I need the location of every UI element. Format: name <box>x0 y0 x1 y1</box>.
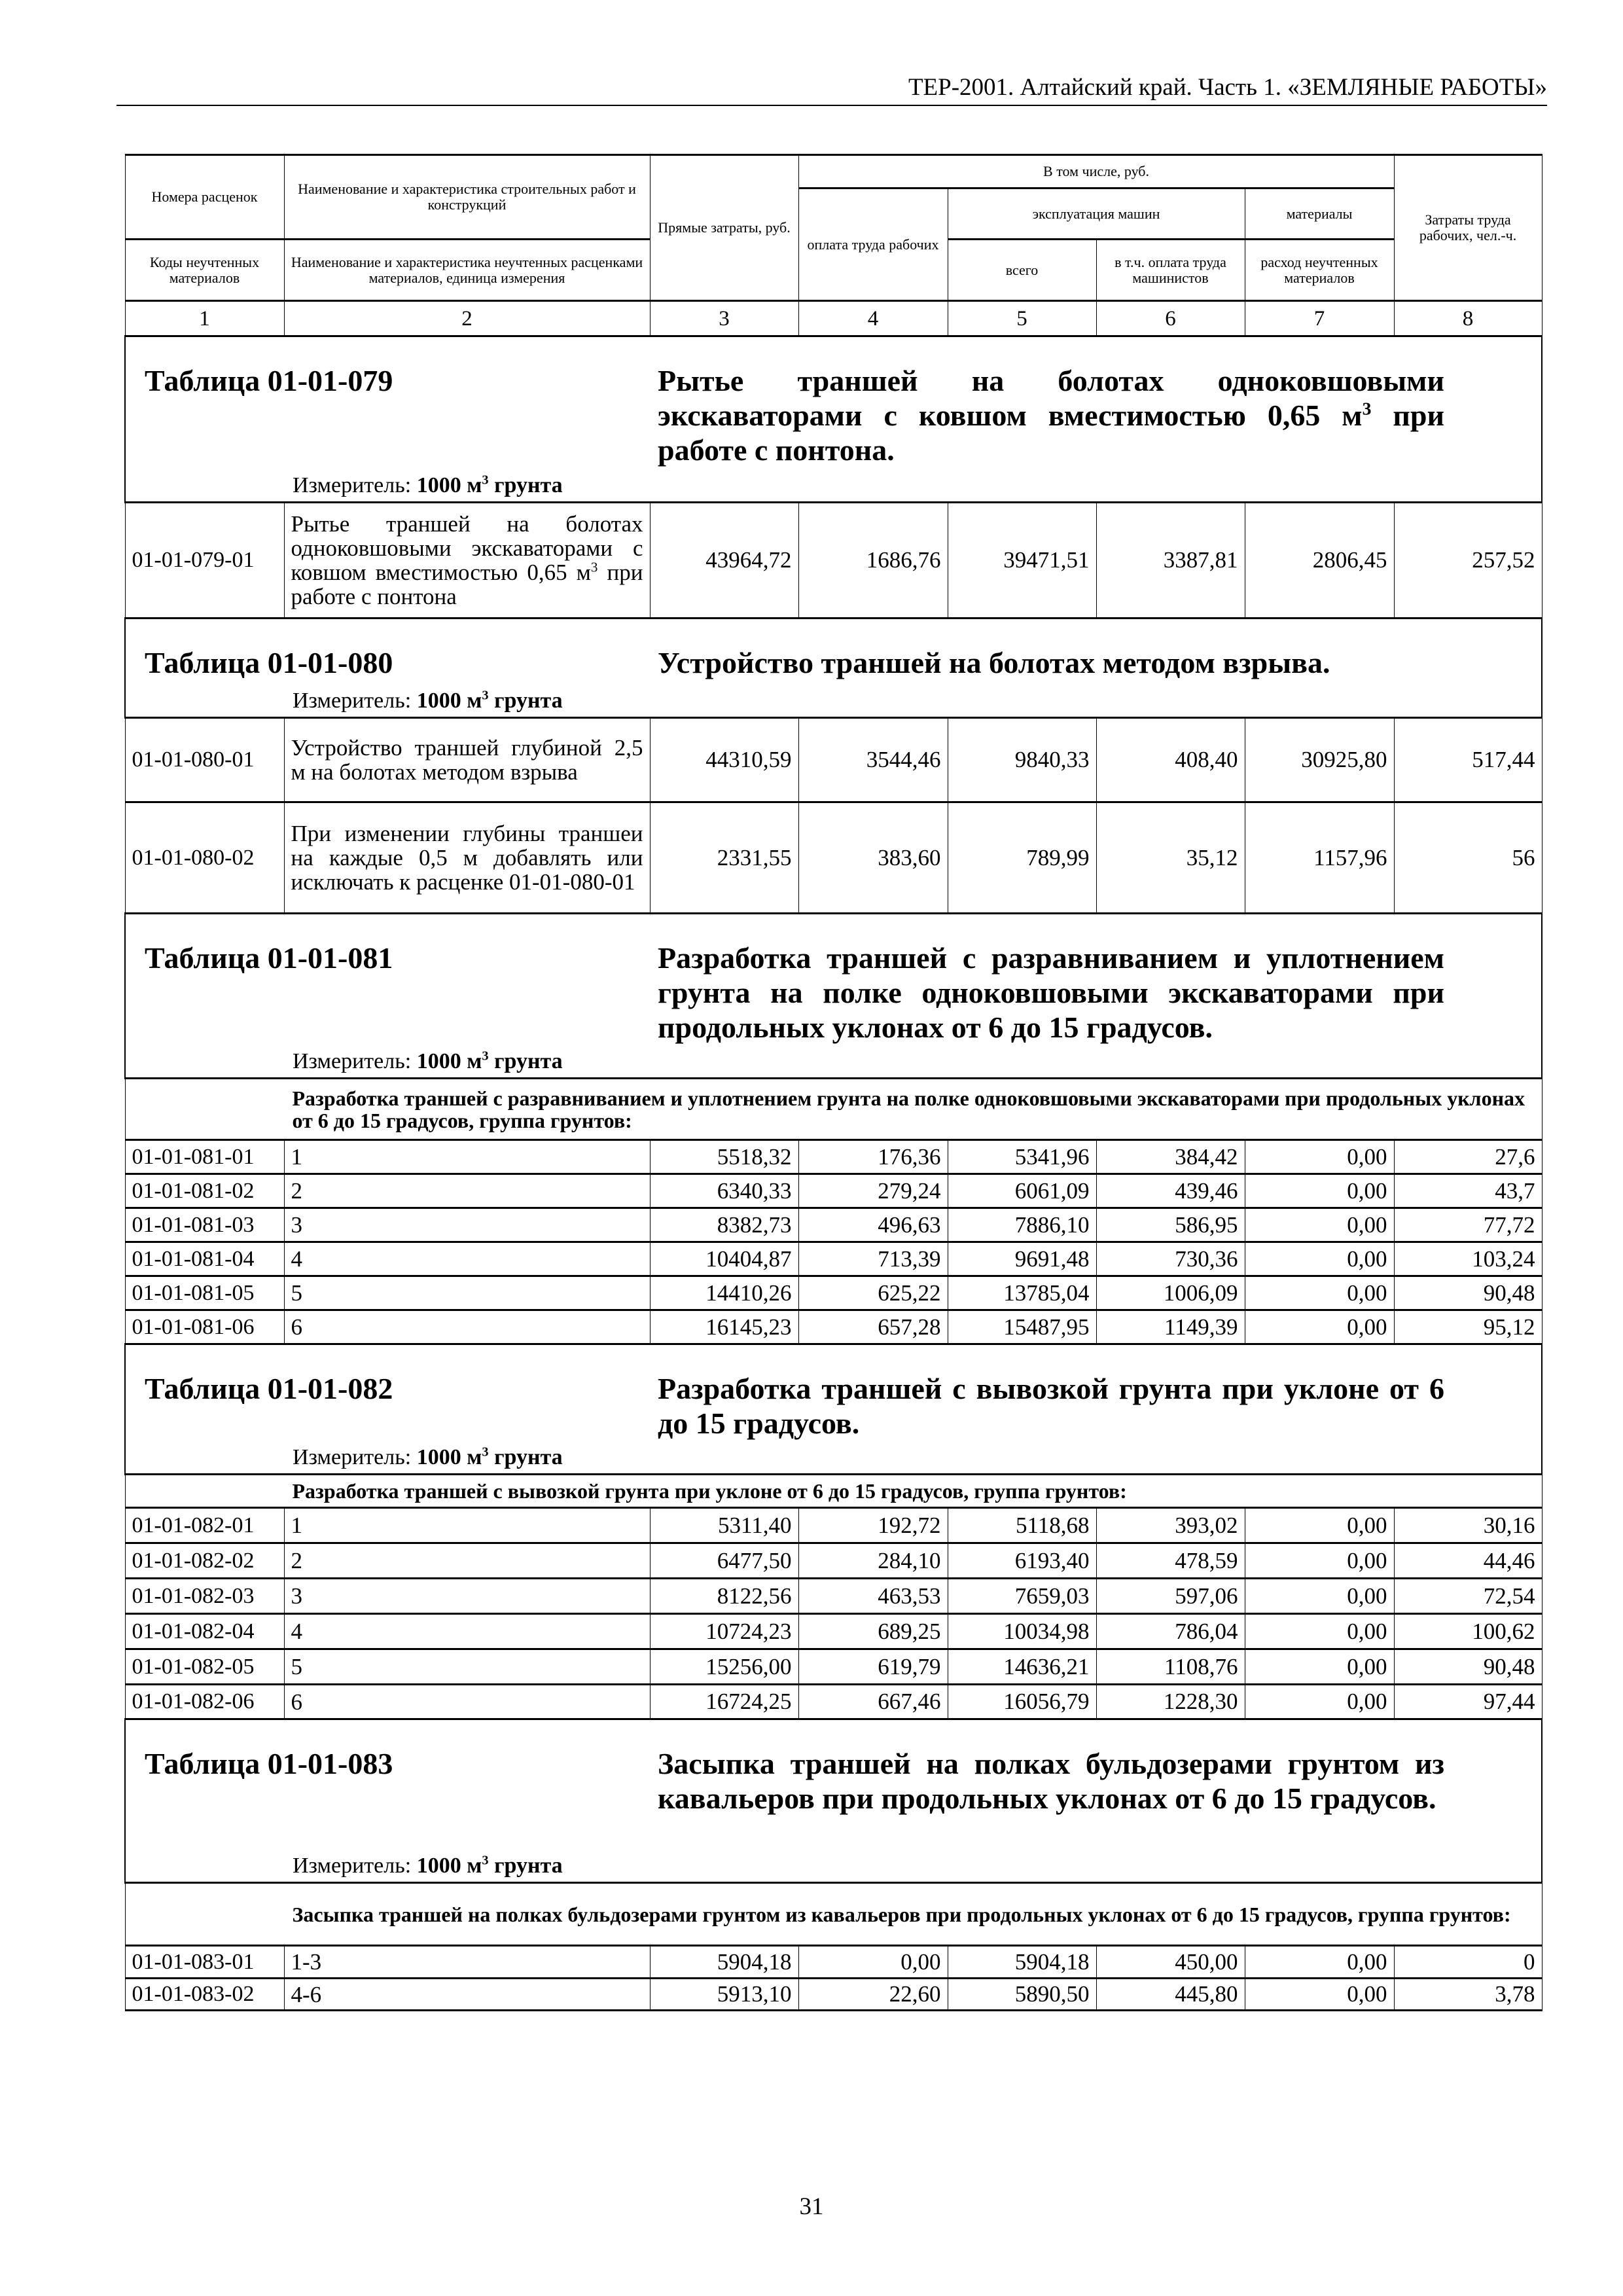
table-row <box>125 718 1542 802</box>
text-segment: 6 <box>291 1689 302 1715</box>
operators-pay: 1006,09 <box>1096 1276 1245 1310</box>
measure-label: Измеритель: <box>293 1049 417 1073</box>
text-segment: 3 <box>291 1212 302 1238</box>
col7-header: расход неучтенных материалов <box>1245 240 1394 301</box>
table-row <box>125 503 1542 619</box>
col1-bottom-header: Коды неучтенных материалов <box>125 240 284 301</box>
rate-description <box>284 1579 650 1614</box>
rate-description <box>284 718 650 802</box>
measure-unit <box>293 1853 563 1879</box>
col5-header: всего <box>948 240 1096 301</box>
labor-hours: 90,48 <box>1394 1276 1542 1310</box>
col2-bottom-header: Наименование и характеристика неучтенных расценками материалов, единица измерения <box>284 240 650 301</box>
col3-header: Прямые затраты, руб. <box>650 155 798 301</box>
operators-pay: 408,40 <box>1096 718 1245 802</box>
rate-code: 01-01-081-03 <box>125 1208 284 1242</box>
direct-cost: 16145,23 <box>650 1310 798 1344</box>
direct-cost: 44310,59 <box>650 718 798 802</box>
measure-value <box>417 1854 563 1878</box>
labor-pay: 279,24 <box>798 1174 948 1208</box>
direct-cost: 5518,32 <box>650 1140 798 1174</box>
direct-cost: 5913,10 <box>650 1979 798 2011</box>
text-segment: грунта <box>488 689 563 713</box>
superscript: 3 <box>482 688 489 703</box>
direct-cost: 43964,72 <box>650 503 798 619</box>
text-segment: 2 <box>291 1548 302 1573</box>
rate-code: 01-01-082-04 <box>125 1614 284 1649</box>
page-number: 31 <box>799 2193 824 2220</box>
table-code: Таблица 01-01-083 <box>145 1747 393 1780</box>
operators-pay: 35,12 <box>1096 802 1245 914</box>
text-segment: При изменении глубины траншеи на каждые 0,5 м добавлять или исключать к расценке 01-01-080-01 <box>291 821 643 895</box>
labor-pay: 463,53 <box>798 1579 948 1614</box>
rate-code: 01-01-082-06 <box>125 1685 284 1719</box>
machines-total: 5904,18 <box>948 1946 1096 1979</box>
direct-cost: 6340,33 <box>650 1174 798 1208</box>
machines-total: 6061,09 <box>948 1174 1096 1208</box>
measure-unit <box>293 1049 563 1075</box>
machines-total: 789,99 <box>948 802 1096 914</box>
materials-cost: 0,00 <box>1245 1685 1394 1719</box>
operators-pay: 3387,81 <box>1096 503 1245 619</box>
machines-total: 6193,40 <box>948 1543 1096 1579</box>
table-row <box>125 1579 1542 1614</box>
subheader: Засыпка траншей на полках бульдозерами грунтом из кавальеров при продольных уклонах от 6 до 15 градусов, группа грунтов: <box>125 1883 1542 1946</box>
machines-total: 13785,04 <box>948 1276 1096 1310</box>
measure-label: Измеритель: <box>293 689 417 713</box>
operators-pay: 597,06 <box>1096 1579 1245 1614</box>
measure-unit <box>293 688 563 714</box>
labor-hours: 103,24 <box>1394 1242 1542 1276</box>
labor-pay: 619,79 <box>798 1649 948 1685</box>
text-segment: 1-3 <box>291 1949 322 1975</box>
rate-description <box>284 1543 650 1579</box>
measure-value <box>417 473 563 497</box>
measure-value <box>417 1445 563 1469</box>
table-heading-row <box>125 1719 1542 1883</box>
table-row <box>125 1174 1542 1208</box>
machines-total: 14636,21 <box>948 1649 1096 1685</box>
superscript: 3 <box>1362 398 1372 419</box>
rate-description <box>284 1310 650 1344</box>
labor-pay: 667,46 <box>798 1685 948 1719</box>
materials-cost: 0,00 <box>1245 1508 1394 1543</box>
table-code: Таблица 01-01-081 <box>145 941 393 975</box>
column-number: 5 <box>948 301 1096 336</box>
table-heading <box>125 914 1542 1079</box>
rate-code: 01-01-082-02 <box>125 1543 284 1579</box>
text-segment: 4 <box>291 1246 302 1272</box>
text-segment: Засыпка траншей на полках бульдозерами грунтом из кавальеров при продольных уклонах от 6 до 15 градусов. <box>658 1747 1444 1815</box>
rate-code: 01-01-081-01 <box>125 1140 284 1174</box>
machines-total: 9691,48 <box>948 1242 1096 1276</box>
rate-description <box>284 1276 650 1310</box>
rate-code: 01-01-080-02 <box>125 802 284 914</box>
direct-cost: 16724,25 <box>650 1685 798 1719</box>
table-heading <box>125 336 1542 503</box>
materials-cost: 0,00 <box>1245 1208 1394 1242</box>
labor-hours: 97,44 <box>1394 1685 1542 1719</box>
operators-pay: 730,36 <box>1096 1242 1245 1276</box>
column-number: 1 <box>125 301 284 336</box>
machines-total: 7659,03 <box>948 1579 1096 1614</box>
materials-cost: 0,00 <box>1245 1310 1394 1344</box>
materials-cost: 30925,80 <box>1245 718 1394 802</box>
direct-cost: 8382,73 <box>650 1208 798 1242</box>
measure-unit <box>293 473 563 499</box>
operators-pay: 1228,30 <box>1096 1685 1245 1719</box>
machines-total: 10034,98 <box>948 1614 1096 1649</box>
operators-pay: 1149,39 <box>1096 1310 1245 1344</box>
subheader-row <box>125 1883 1542 1946</box>
labor-hours: 90,48 <box>1394 1649 1542 1685</box>
table-row <box>125 1946 1542 1979</box>
direct-cost: 5904,18 <box>650 1946 798 1979</box>
col2-top-header: Наименование и характеристика строительных работ и конструкций <box>284 155 650 240</box>
materials-cost: 0,00 <box>1245 1579 1394 1614</box>
measure-value <box>417 689 563 713</box>
rate-code: 01-01-081-02 <box>125 1174 284 1208</box>
column-number: 7 <box>1245 301 1394 336</box>
materials-cost: 0,00 <box>1245 1543 1394 1579</box>
superscript: 3 <box>482 1444 489 1460</box>
measure-value <box>417 1049 563 1073</box>
rate-code: 01-01-082-01 <box>125 1508 284 1543</box>
labor-pay: 284,10 <box>798 1543 948 1579</box>
table-row <box>125 1649 1542 1685</box>
rate-description <box>284 1649 650 1685</box>
labor-hours: 517,44 <box>1394 718 1542 802</box>
labor-pay: 0,00 <box>798 1946 948 1979</box>
table-heading <box>125 1344 1542 1475</box>
materials-cost: 0,00 <box>1245 1979 1394 2011</box>
direct-cost: 8122,56 <box>650 1579 798 1614</box>
subheader-row <box>125 1475 1542 1508</box>
rate-description <box>284 503 650 619</box>
materials-cost: 0,00 <box>1245 1649 1394 1685</box>
superscript: 3 <box>482 473 489 488</box>
measure-unit <box>293 1444 563 1471</box>
machines-total: 15487,95 <box>948 1310 1096 1344</box>
operators-pay: 445,80 <box>1096 1979 1245 2011</box>
header-rule <box>116 105 1547 106</box>
direct-cost: 14410,26 <box>650 1276 798 1310</box>
table-row <box>125 1276 1542 1310</box>
labor-pay: 22,60 <box>798 1979 948 2011</box>
rate-description <box>284 1140 650 1174</box>
rate-code: 01-01-081-06 <box>125 1310 284 1344</box>
column-number: 6 <box>1096 301 1245 336</box>
superscript: 3 <box>482 1853 489 1868</box>
text-segment: Рытье траншей на болотах одноковшовыми экскаваторами с ковшом вместимостью 0,65 м <box>291 511 643 585</box>
rate-code: 01-01-081-04 <box>125 1242 284 1276</box>
subheader: Разработка траншей с вывозкой грунта при уклоне от 6 до 15 градусов, группа грунтов: <box>125 1475 1542 1508</box>
labor-hours: 3,78 <box>1394 1979 1542 2011</box>
labor-hours: 44,46 <box>1394 1543 1542 1579</box>
direct-cost: 5311,40 <box>650 1508 798 1543</box>
labor-pay: 496,63 <box>798 1208 948 1242</box>
direct-cost: 10724,23 <box>650 1614 798 1649</box>
subheader-row <box>125 1079 1542 1140</box>
operators-pay: 393,02 <box>1096 1508 1245 1543</box>
rate-code: 01-01-083-02 <box>125 1979 284 2011</box>
materials-cost: 0,00 <box>1245 1614 1394 1649</box>
rate-description <box>284 1614 650 1649</box>
materials-header: материалы <box>1245 188 1394 240</box>
rate-description <box>284 1508 650 1543</box>
text-segment: Устройство траншей глубиной 2,5 м на болотах методом взрыва <box>291 735 643 785</box>
text-segment: Разработка траншей с разравниванием и уплотнением грунта на полке одноковшовыми экскаваторами при продольных уклонах от 6 до 15 градусов. <box>658 941 1444 1044</box>
labor-pay: 713,39 <box>798 1242 948 1276</box>
rate-code: 01-01-082-05 <box>125 1649 284 1685</box>
rate-description <box>284 1242 650 1276</box>
rate-code: 01-01-081-05 <box>125 1276 284 1310</box>
column-number: 8 <box>1394 301 1542 336</box>
table-heading-row <box>125 1344 1542 1475</box>
table-row <box>125 1685 1542 1719</box>
machines-total: 9840,33 <box>948 718 1096 802</box>
operators-pay: 478,59 <box>1096 1543 1245 1579</box>
col6-header: в т.ч. оплата труда машинистов <box>1096 240 1245 301</box>
labor-pay: 657,28 <box>798 1310 948 1344</box>
text-segment: 4 <box>291 1619 302 1644</box>
text-segment: грунта <box>488 1445 563 1469</box>
materials-cost: 0,00 <box>1245 1946 1394 1979</box>
text-segment: грунта <box>488 1049 563 1073</box>
table-code: Таблица 01-01-082 <box>145 1372 393 1405</box>
text-segment: 2 <box>291 1178 302 1204</box>
measure-label: Измеритель: <box>293 1445 417 1469</box>
table-title <box>658 1746 1444 1816</box>
table-heading-row <box>125 619 1542 718</box>
text-segment: 1 <box>291 1144 302 1170</box>
col1-top-header: Номера расценок <box>125 155 284 240</box>
text-segment: 1000 м <box>416 1049 482 1073</box>
labor-hours: 72,54 <box>1394 1579 1542 1614</box>
operators-pay: 384,42 <box>1096 1140 1245 1174</box>
machines-total: 39471,51 <box>948 503 1096 619</box>
labor-hours: 56 <box>1394 802 1542 914</box>
labor-pay: 383,60 <box>798 802 948 914</box>
table-code: Таблица 01-01-080 <box>145 646 393 679</box>
operators-pay: 1108,76 <box>1096 1649 1245 1685</box>
table-row <box>125 1543 1542 1579</box>
col4-header: оплата труда рабочих <box>798 188 948 301</box>
rates-table <box>124 154 1543 2011</box>
labor-hours: 95,12 <box>1394 1310 1542 1344</box>
text-segment: Устройство траншей на болотах методом взрыва. <box>658 646 1330 679</box>
measure-label: Измеритель: <box>293 1854 417 1878</box>
operators-pay: 439,46 <box>1096 1174 1245 1208</box>
materials-cost: 0,00 <box>1245 1140 1394 1174</box>
text-segment: 6 <box>291 1314 302 1340</box>
rate-code: 01-01-082-03 <box>125 1579 284 1614</box>
rate-code: 01-01-079-01 <box>125 503 284 619</box>
operators-pay: 586,95 <box>1096 1208 1245 1242</box>
labor-pay: 689,25 <box>798 1614 948 1649</box>
column-number: 3 <box>650 301 798 336</box>
table-title <box>658 645 1444 680</box>
table-row <box>125 1614 1542 1649</box>
direct-cost: 6477,50 <box>650 1543 798 1579</box>
labor-pay: 176,36 <box>798 1140 948 1174</box>
labor-pay: 1686,76 <box>798 503 948 619</box>
text-segment: 1 <box>291 1513 302 1538</box>
text-segment: 4-6 <box>291 1981 322 2007</box>
col8-header: Затраты труда рабочих, чел.-ч. <box>1394 155 1542 301</box>
text-segment: 1000 м <box>416 473 482 497</box>
labor-pay: 625,22 <box>798 1276 948 1310</box>
rate-description <box>284 1946 650 1979</box>
table-heading-row <box>125 914 1542 1079</box>
labor-hours: 77,72 <box>1394 1208 1542 1242</box>
table-row <box>125 1208 1542 1242</box>
materials-cost: 1157,96 <box>1245 802 1394 914</box>
group-header: В том числе, руб. <box>798 155 1394 188</box>
running-header: ТЕР-2001. Алтайский край. Часть 1. «ЗЕМЛЯНЫЕ РАБОТЫ» <box>908 74 1547 101</box>
materials-cost: 0,00 <box>1245 1242 1394 1276</box>
text-segment: 1000 м <box>416 689 482 713</box>
operators-pay: 450,00 <box>1096 1946 1245 1979</box>
rate-description <box>284 1979 650 2011</box>
text-segment: при работе с понтона <box>291 560 643 609</box>
superscript: 3 <box>590 559 598 575</box>
text-segment: грунта <box>488 1854 563 1878</box>
labor-pay: 3544,46 <box>798 718 948 802</box>
table-title <box>658 941 1444 1045</box>
text-segment: Разработка траншей с вывозкой грунта при уклоне от 6 до 15 градусов. <box>658 1372 1444 1440</box>
table-code: Таблица 01-01-079 <box>145 364 393 397</box>
column-number: 4 <box>798 301 948 336</box>
table-heading <box>125 1719 1542 1883</box>
machines-header: эксплуатация машин <box>948 188 1245 240</box>
text-segment: 5 <box>291 1654 302 1679</box>
table-title <box>658 1371 1444 1441</box>
materials-cost: 0,00 <box>1245 1174 1394 1208</box>
rate-description <box>284 1685 650 1719</box>
text-segment: грунта <box>488 473 563 497</box>
measure-label: Измеритель: <box>293 473 417 497</box>
rate-code: 01-01-080-01 <box>125 718 284 802</box>
text-segment: 5 <box>291 1280 302 1306</box>
table-row <box>125 1508 1542 1543</box>
labor-hours: 100,62 <box>1394 1614 1542 1649</box>
rate-description <box>284 1174 650 1208</box>
table-heading <box>125 619 1542 718</box>
labor-hours: 43,7 <box>1394 1174 1542 1208</box>
text-segment: 3 <box>291 1583 302 1609</box>
rate-code: 01-01-083-01 <box>125 1946 284 1979</box>
labor-hours: 27,6 <box>1394 1140 1542 1174</box>
machines-total: 5341,96 <box>948 1140 1096 1174</box>
labor-hours: 30,16 <box>1394 1508 1542 1543</box>
table-row <box>125 1310 1542 1344</box>
labor-hours: 257,52 <box>1394 503 1542 619</box>
subheader: Разработка траншей с разравниванием и уплотнением грунта на полке одноковшовыми экскаваторами при продольных уклонах от 6 до 15 градусов, группа грунтов: <box>125 1079 1542 1140</box>
table-row <box>125 802 1542 914</box>
labor-hours: 0 <box>1394 1946 1542 1979</box>
table-heading-row <box>125 336 1542 503</box>
rate-description <box>284 1208 650 1242</box>
text-segment: Рытье траншей на болотах одноковшовыми экскаваторами с ковшом вместимостью 0,65 м <box>658 364 1444 432</box>
labor-pay: 192,72 <box>798 1508 948 1543</box>
direct-cost: 10404,87 <box>650 1242 798 1276</box>
direct-cost: 2331,55 <box>650 802 798 914</box>
table-row <box>125 1979 1542 2011</box>
text-segment: 1000 м <box>416 1445 482 1469</box>
machines-total: 7886,10 <box>948 1208 1096 1242</box>
text-segment: при работе с понтона. <box>658 399 1445 467</box>
operators-pay: 786,04 <box>1096 1614 1245 1649</box>
table-row <box>125 1242 1542 1276</box>
table-title <box>658 363 1444 467</box>
materials-cost: 2806,45 <box>1245 503 1394 619</box>
machines-total: 5890,50 <box>948 1979 1096 2011</box>
materials-cost: 0,00 <box>1245 1276 1394 1310</box>
column-number: 2 <box>284 301 650 336</box>
table-row <box>125 1140 1542 1174</box>
direct-cost: 15256,00 <box>650 1649 798 1685</box>
machines-total: 5118,68 <box>948 1508 1096 1543</box>
text-segment: 1000 м <box>416 1854 482 1878</box>
superscript: 3 <box>482 1049 489 1064</box>
rate-description <box>284 802 650 914</box>
machines-total: 16056,79 <box>948 1685 1096 1719</box>
